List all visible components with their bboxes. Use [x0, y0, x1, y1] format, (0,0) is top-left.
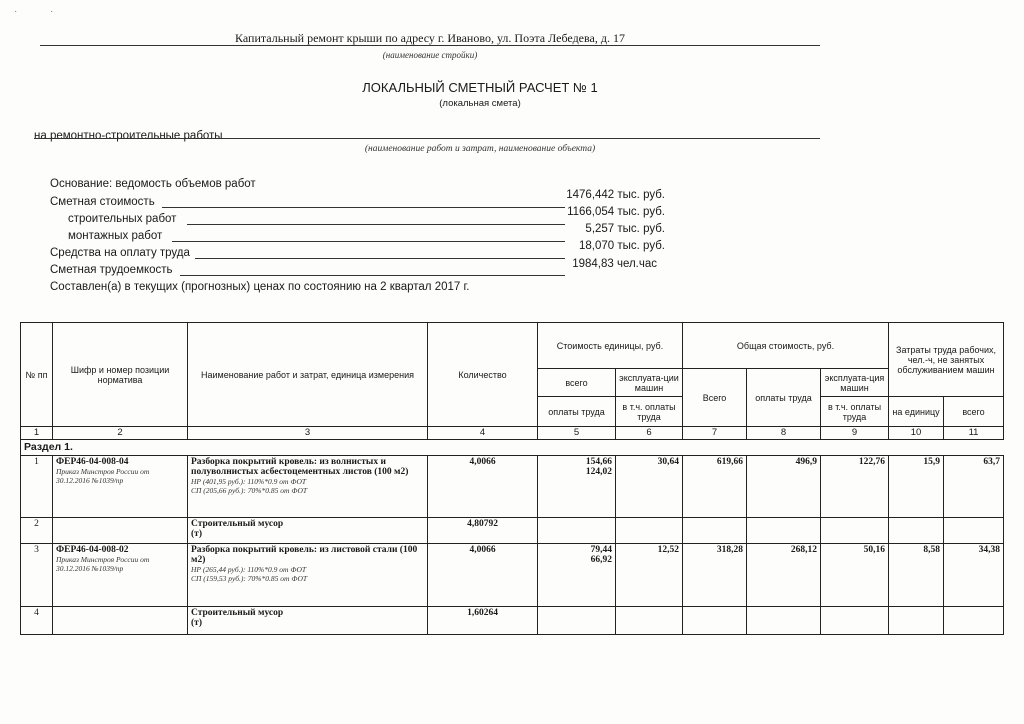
- row-name: Строительный мусор: [191, 519, 284, 529]
- header-unit-pay: оплаты труда: [538, 397, 616, 427]
- row-code: ФЕР46-04-008-04: [56, 457, 129, 467]
- empty-cell: [747, 607, 821, 635]
- empty-cell: [683, 607, 747, 635]
- row-name-cell: [188, 544, 428, 607]
- row-unit: (т): [191, 529, 202, 539]
- section-label: Раздел 1.: [24, 441, 73, 453]
- col-number: 3: [188, 427, 428, 440]
- row-name: Строительный мусор: [191, 608, 284, 618]
- header-unit-exploit: эксплуата-ции машин: [616, 369, 683, 397]
- row-note: СП (205,66 руб.): 70%*0.85 от ФОТ: [191, 486, 308, 495]
- header-total-incl-pay: в т.ч. оплаты труда: [821, 397, 889, 427]
- section-title: [21, 440, 1004, 456]
- row-labor-all: 63,7: [944, 456, 1004, 518]
- underline: [40, 45, 820, 46]
- row-unit-pay: 124,02: [585, 467, 612, 477]
- empty-cell: [889, 607, 944, 635]
- row-qty: 4,0066: [428, 544, 538, 607]
- row-num: 4: [21, 607, 53, 635]
- empty-cell: [944, 607, 1004, 635]
- col-number: 10: [889, 427, 944, 440]
- col-number: 8: [747, 427, 821, 440]
- table-row: [21, 607, 1004, 635]
- row-unit-cell: [538, 544, 616, 607]
- param-label: Сметная стоимость: [50, 196, 155, 208]
- leader-line: [195, 258, 565, 259]
- col-number: 7: [683, 427, 747, 440]
- header-code: Шифр и номер позиции норматива: [53, 323, 188, 427]
- works-caption: (наименование работ и затрат, наименование объекта): [364, 144, 596, 154]
- row-name-cell: [188, 607, 428, 635]
- header-unit-cost: Стоимость единицы, руб.: [538, 323, 683, 369]
- header-unit-incl-pay: в т.ч. оплаты труда: [616, 397, 683, 427]
- leader-line: [162, 207, 565, 208]
- row-note: НР (265,44 руб.): 110%*0.9 от ФОТ: [191, 565, 307, 574]
- leader-line: [187, 224, 565, 225]
- empty-cell: [683, 518, 747, 544]
- row-name-cell: [188, 456, 428, 518]
- row-num: 3: [21, 544, 53, 607]
- row-code-note: Приказ Минстроя России от 30.12.2016 №1039/пр: [56, 467, 150, 485]
- col-number: 9: [821, 427, 889, 440]
- param-label: Средства на оплату труда: [50, 247, 190, 259]
- compiled-text: Составлен(а) в текущих (прогнозных) ценах по состоянию на 2 квартал 2017 г.: [50, 281, 470, 293]
- empty-cell: [944, 518, 1004, 544]
- row-code-cell: [53, 544, 188, 607]
- works-name: на ремонтно-строительные работы: [34, 130, 223, 142]
- param-label: монтажных работ: [68, 230, 163, 242]
- row-total-exploit: 50,16: [821, 544, 889, 607]
- row-qty: 4,80792: [428, 518, 538, 544]
- header-labor: Затраты труда рабочих, чел.-ч, не занятых обслуживанием машин: [889, 323, 1004, 397]
- col-number: 2: [53, 427, 188, 440]
- col-number: 1: [21, 427, 53, 440]
- row-note: СП (159,53 руб.): 70%*0.85 от ФОТ: [191, 574, 308, 583]
- row-total: 318,28: [683, 544, 747, 607]
- document-title: ЛОКАЛЬНЫЙ СМЕТНЫЙ РАСЧЕТ № 1: [362, 80, 598, 95]
- col-number: 11: [944, 427, 1004, 440]
- row-unit-pay: 66,92: [590, 555, 612, 565]
- param-value: 1166,054 тыс. руб.: [567, 206, 665, 218]
- param-label: Сметная трудоемкость: [50, 264, 173, 276]
- row-labor-unit: 8,58: [889, 544, 944, 607]
- param-value: 18,070 тыс. руб.: [579, 240, 665, 252]
- table-row: [21, 544, 1004, 607]
- header-total-exploit: эксплуата-ция машин: [821, 369, 889, 397]
- empty-cell: [821, 518, 889, 544]
- row-total: 619,66: [683, 456, 747, 518]
- row-unit-exploit: 30,64: [616, 456, 683, 518]
- col-number: 5: [538, 427, 616, 440]
- row-name: Разборка покрытий кровель: из листовой стали (100 м2): [191, 545, 418, 565]
- row-labor-all: 34,38: [944, 544, 1004, 607]
- header-total: Всего: [683, 369, 747, 427]
- empty-cell: [538, 607, 616, 635]
- row-code-note: Приказ Минстроя России от 30.12.2016 №1039/пр: [56, 555, 150, 573]
- scan-mark: ˙: [14, 10, 18, 21]
- document-subtitle: (локальная смета): [439, 98, 521, 109]
- empty-cell: [616, 607, 683, 635]
- col-number: 4: [428, 427, 538, 440]
- row-unit-cell: [538, 456, 616, 518]
- param-value: 5,257 тыс. руб.: [585, 223, 665, 235]
- row-total-pay: 496,9: [747, 456, 821, 518]
- col-number: 6: [616, 427, 683, 440]
- construction-name: Капитальный ремонт крыши по адресу г. Иваново, ул. Поэта Лебедева, д. 17: [235, 31, 625, 45]
- header-name: Наименование работ и затрат, единица измерения: [188, 323, 428, 427]
- empty-cell: [821, 607, 889, 635]
- header-num: № пп: [21, 323, 53, 427]
- row-note: НР (401,95 руб.): 110%*0.9 от ФОТ: [191, 477, 307, 486]
- construction-caption: (наименование стройки): [382, 50, 478, 60]
- row-total-exploit: 122,76: [821, 456, 889, 518]
- empty-cell: [889, 518, 944, 544]
- header-total-pay: оплаты труда: [747, 369, 821, 427]
- row-num: 1: [21, 456, 53, 518]
- header-labor-unit: на единицу: [889, 397, 944, 427]
- row-num: 2: [21, 518, 53, 544]
- row-code-cell: [53, 456, 188, 518]
- estimate-table: [20, 322, 1004, 635]
- row-unit-all: 154,66: [585, 457, 612, 467]
- empty-cell: [538, 518, 616, 544]
- empty-cell: [616, 518, 683, 544]
- row-unit-all: 79,44: [590, 545, 612, 555]
- param-value: 1984,83 чел.час: [572, 258, 657, 270]
- param-label: строительных работ: [68, 213, 177, 225]
- basis-text: Основание: ведомость объемов работ: [50, 178, 256, 190]
- header-labor-all: всего: [944, 397, 1004, 427]
- row-qty: 4,0066: [428, 456, 538, 518]
- row-code-cell: [53, 518, 188, 544]
- table-row: [21, 456, 1004, 518]
- leader-line: [172, 241, 565, 242]
- header-total-cost: Общая стоимость, руб.: [683, 323, 889, 369]
- empty-cell: [747, 518, 821, 544]
- row-code-cell: [53, 607, 188, 635]
- scan-mark: ˙: [50, 10, 54, 21]
- leader-line: [180, 275, 565, 276]
- row-total-pay: 268,12: [747, 544, 821, 607]
- row-labor-unit: 15,9: [889, 456, 944, 518]
- row-qty: 1,60264: [428, 607, 538, 635]
- row-name-cell: [188, 518, 428, 544]
- row-name: Разборка покрытий кровель: из волнистых и полуволнистых асбестоцементных листов (100 м2): [191, 457, 409, 477]
- param-value: 1476,442 тыс. руб.: [566, 189, 665, 201]
- header-unit-all: всего: [538, 369, 616, 397]
- row-unit-exploit: 12,52: [616, 544, 683, 607]
- header-qty: Количество: [428, 323, 538, 427]
- table-row: [21, 518, 1004, 544]
- row-code: ФЕР46-04-008-02: [56, 545, 129, 555]
- column-numbers-row: [21, 427, 1004, 440]
- underline: [34, 138, 820, 139]
- row-unit: (т): [191, 618, 202, 628]
